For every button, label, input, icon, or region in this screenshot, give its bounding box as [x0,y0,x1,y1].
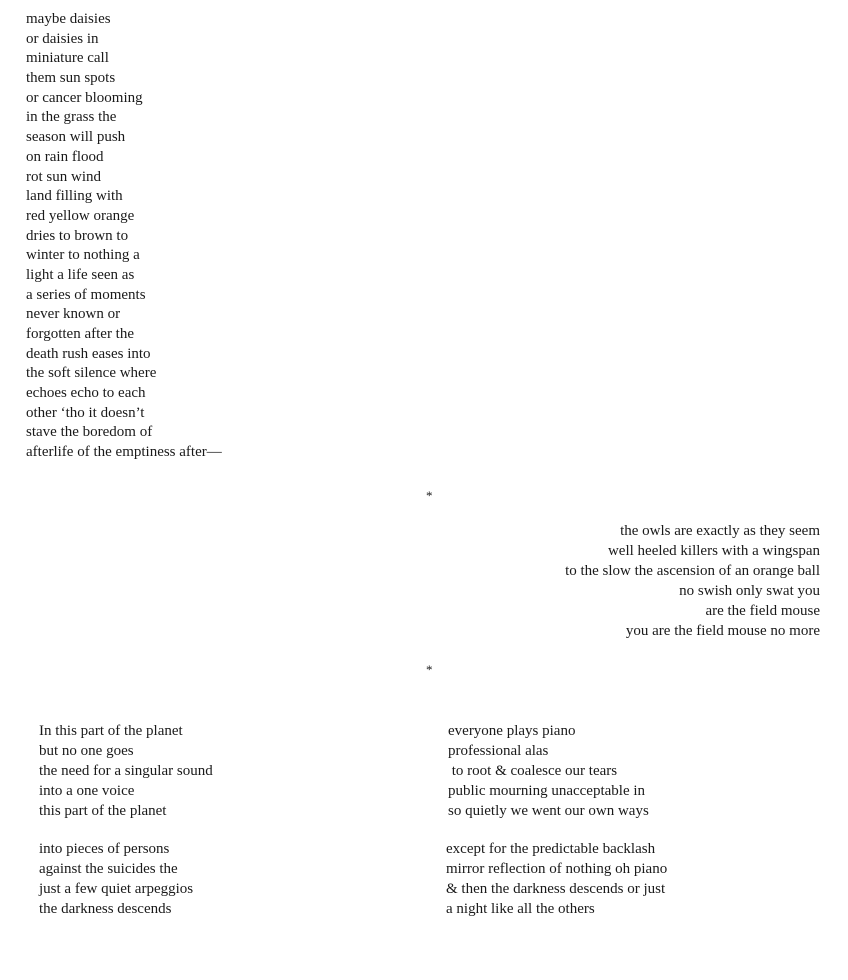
poem-one-line: light a life seen as [26,266,135,283]
poem-one-line: rot sun wind [26,168,101,185]
poem-two-line: to the slow the ascension of an orange ball [565,563,820,579]
poem-three-left-stanza-1 [39,721,213,821]
poem-three-line: into a one voice [39,783,135,799]
poem-three-line: against the suicides the [39,861,178,877]
section-break-asterisk: * [426,488,433,503]
poem-one-line: red yellow orange [26,207,135,224]
poem-two-line: the owls are exactly as they seem [620,523,820,539]
poem-three-line: & then the darkness descends or just [446,881,666,897]
poem-three-line: to root & coalesce our tears [448,763,618,779]
poem-one-line: the soft silence where [26,365,157,382]
poem-one-line: or daisies in [26,30,99,47]
poem-one-line: dries to brown to [26,227,129,244]
poem-three-line: the need for a singular sound [39,763,213,779]
poem-one-line: stave the boredom of [26,424,153,441]
poem-one-line: a series of moments [26,286,146,303]
poem-one-line: on rain flood [26,148,104,165]
poem-three-line: the darkness descends [39,901,172,917]
poem-three-left-stanza-2 [39,839,193,919]
poem-two-line: well heeled killers with a wingspan [607,543,820,559]
poem-one-line: season will push [26,129,126,146]
poem-one-line: or cancer blooming [26,89,143,106]
poem-three-line: everyone plays piano [448,723,576,739]
poem-one-line: echoes echo to each [26,385,146,402]
poem-one [26,10,222,463]
poem-three-line: this part of the planet [39,803,167,819]
poem-one-line: winter to nothing a [26,247,140,264]
poem-two [565,521,820,641]
poem-three-line: but no one goes [39,743,134,759]
poem-one-line: death rush eases into [26,345,151,362]
poem-one-line: afterlife of the emptiness after— [26,444,222,461]
poem-three-line: except for the predictable backlash [446,841,656,857]
poem-three-line: public mourning unacceptable in [448,783,646,799]
poem-three-line: a night like all the others [446,901,595,917]
poem-one-line: miniature call [26,50,109,67]
poem-one-line: other ‘tho it doesn’t [26,404,145,421]
poem-one-line: maybe daisies [26,11,111,27]
poem-one-line: never known or [26,306,121,323]
poem-two-line: you are the field mouse no more [625,623,820,639]
poem-three-right-stanza-1 [448,721,649,821]
poem-one-line: them sun spots [26,70,116,87]
poem-three-right-stanza-2 [446,839,667,919]
poem-three-line: into pieces of persons [39,841,170,857]
poem-three-line: mirror reflection of nothing oh piano [446,861,668,877]
poem-two-line: no swish only swat you [679,583,820,599]
poem-one-line: forgotten after the [26,326,135,342]
poem-one-line: land filling with [26,188,123,205]
poem-three-line: just a few quiet arpeggios [39,881,194,897]
poem-three-line: In this part of the planet [39,723,183,739]
section-break-asterisk: * [426,662,433,677]
poem-three-line: so quietly we went our own ways [448,803,649,819]
poem-three-line: professional alas [448,743,549,759]
poem-two-line: are the field mouse [705,603,820,619]
poem-one-line: in the grass the [26,109,117,126]
